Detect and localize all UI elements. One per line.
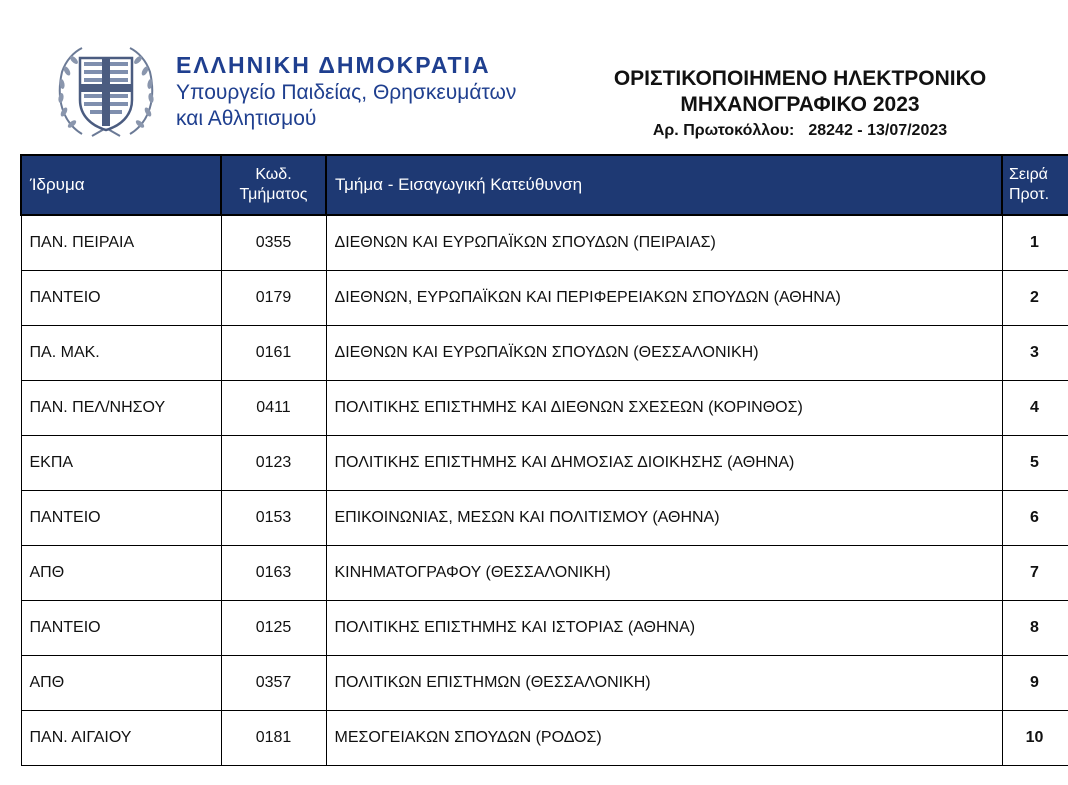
rank-cell: 2 <box>1002 271 1068 326</box>
column-header-rank-line-1: Σειρά <box>1009 166 1048 183</box>
institution-cell: ΠΑΝΤΕΙΟ <box>21 491 221 546</box>
rank-cell: 10 <box>1002 711 1068 766</box>
institution-cell: ΑΠΘ <box>21 546 221 601</box>
table-row <box>21 271 1068 326</box>
protocol-label: Αρ. Πρωτοκόλλου: <box>652 122 795 139</box>
rank-cell: 9 <box>1002 656 1068 711</box>
protocol-number <box>580 122 1020 140</box>
title-line-1: ΟΡΙΣΤΙΚΟΠΟΙΗΜΕΝΟ ΗΛΕΚΤΡΟΝΙΚΟ <box>613 67 987 90</box>
code-cell: 0355 <box>221 215 326 271</box>
table-row <box>21 326 1068 381</box>
ministry-line-1: ΕΛΛΗΝΙΚΗ ΔΗΜΟΚΡΑΤΙΑ <box>176 52 491 78</box>
code-cell: 0125 <box>221 601 326 656</box>
document-header <box>0 0 1068 155</box>
document-title <box>580 66 1020 140</box>
table-row <box>21 381 1068 436</box>
institution-cell: ΠΑΝΤΕΙΟ <box>21 271 221 326</box>
title-line-2: ΜΗΧΑΝΟΓΡΑΦΙΚΟ 2023 <box>680 93 920 116</box>
preferences-table <box>20 154 1068 766</box>
ministry-line-2: Υπουργείο Παιδείας, Θρησκευμάτων <box>176 81 517 104</box>
column-header-rank-line-2: Προτ. <box>1009 186 1050 203</box>
rank-cell: 5 <box>1002 436 1068 491</box>
department-cell: ΜΕΣΟΓΕΙΑΚΩΝ ΣΠΟΥΔΩΝ (ΡΟΔΟΣ) <box>326 711 1002 766</box>
department-cell: ΠΟΛΙΤΙΚΗΣ ΕΠΙΣΤΗΜΗΣ ΚΑΙ ΔΙΕΘΝΩΝ ΣΧΕΣΕΩΝ (ΚΟΡΙΝΘΟΣ) <box>326 381 1002 436</box>
column-header-rank <box>1002 155 1068 215</box>
institution-cell: ΑΠΘ <box>21 656 221 711</box>
column-header-code-line-2: Τμήματος <box>239 186 308 203</box>
code-cell: 0357 <box>221 656 326 711</box>
greek-coat-of-arms-icon <box>52 42 160 144</box>
ministry-name <box>176 50 516 132</box>
code-cell: 0181 <box>221 711 326 766</box>
institution-cell: ΠΑΝ. ΠΕΛ/ΝΗΣΟΥ <box>21 381 221 436</box>
code-cell: 0123 <box>221 436 326 491</box>
rank-cell: 8 <box>1002 601 1068 656</box>
table-row <box>21 711 1068 766</box>
department-cell: ΠΟΛΙΤΙΚΩΝ ΕΠΙΣΤΗΜΩΝ (ΘΕΣΣΑΛΟΝΙΚΗ) <box>326 656 1002 711</box>
code-cell: 0179 <box>221 271 326 326</box>
column-header-institution: Ίδρυμα <box>21 155 221 215</box>
column-header-code-line-1: Κωδ. <box>255 166 292 183</box>
table-row <box>21 491 1068 546</box>
institution-cell: ΕΚΠΑ <box>21 436 221 491</box>
code-cell: 0153 <box>221 491 326 546</box>
department-cell: ΔΙΕΘΝΩΝ, ΕΥΡΩΠΑΪΚΩΝ ΚΑΙ ΠΕΡΙΦΕΡΕΙΑΚΩΝ ΣΠΟΥΔΩΝ (ΑΘΗΝΑ) <box>326 271 1002 326</box>
ministry-line-3: και Αθλητισμού <box>176 107 317 130</box>
table-header-row <box>21 155 1068 215</box>
department-cell: ΔΙΕΘΝΩΝ ΚΑΙ ΕΥΡΩΠΑΪΚΩΝ ΣΠΟΥΔΩΝ (ΘΕΣΣΑΛΟΝΙΚΗ) <box>326 326 1002 381</box>
column-header-code <box>221 155 326 215</box>
rank-cell: 1 <box>1002 215 1068 271</box>
department-cell: ΕΠΙΚΟΙΝΩΝΙΑΣ, ΜΕΣΩΝ ΚΑΙ ΠΟΛΙΤΙΣΜΟΥ (ΑΘΗΝΑ) <box>326 491 1002 546</box>
table-row <box>21 656 1068 711</box>
table-row <box>21 546 1068 601</box>
rank-cell: 7 <box>1002 546 1068 601</box>
code-cell: 0411 <box>221 381 326 436</box>
rank-cell: 4 <box>1002 381 1068 436</box>
table-row <box>21 436 1068 491</box>
department-cell: ΔΙΕΘΝΩΝ ΚΑΙ ΕΥΡΩΠΑΪΚΩΝ ΣΠΟΥΔΩΝ (ΠΕΙΡΑΙΑΣ) <box>326 215 1002 271</box>
institution-cell: ΠΑΝ. ΠΕΙΡΑΙΑ <box>21 215 221 271</box>
table-row <box>21 215 1068 271</box>
institution-cell: ΠΑ. ΜΑΚ. <box>21 326 221 381</box>
protocol-value: 28242 - 13/07/2023 <box>808 122 948 139</box>
department-cell: ΠΟΛΙΤΙΚΗΣ ΕΠΙΣΤΗΜΗΣ ΚΑΙ ΔΗΜΟΣΙΑΣ ΔΙΟΙΚΗΣΗΣ (ΑΘΗΝΑ) <box>326 436 1002 491</box>
code-cell: 0161 <box>221 326 326 381</box>
institution-cell: ΠΑΝ. ΑΙΓΑΙΟΥ <box>21 711 221 766</box>
institution-cell: ΠΑΝΤΕΙΟ <box>21 601 221 656</box>
department-cell: ΚΙΝΗΜΑΤΟΓΡΑΦΟΥ (ΘΕΣΣΑΛΟΝΙΚΗ) <box>326 546 1002 601</box>
department-cell: ΠΟΛΙΤΙΚΗΣ ΕΠΙΣΤΗΜΗΣ ΚΑΙ ΙΣΤΟΡΙΑΣ (ΑΘΗΝΑ) <box>326 601 1002 656</box>
code-cell: 0163 <box>221 546 326 601</box>
column-header-department: Τμήμα - Εισαγωγική Κατεύθυνση <box>326 155 1002 215</box>
table-row <box>21 601 1068 656</box>
rank-cell: 6 <box>1002 491 1068 546</box>
rank-cell: 3 <box>1002 326 1068 381</box>
